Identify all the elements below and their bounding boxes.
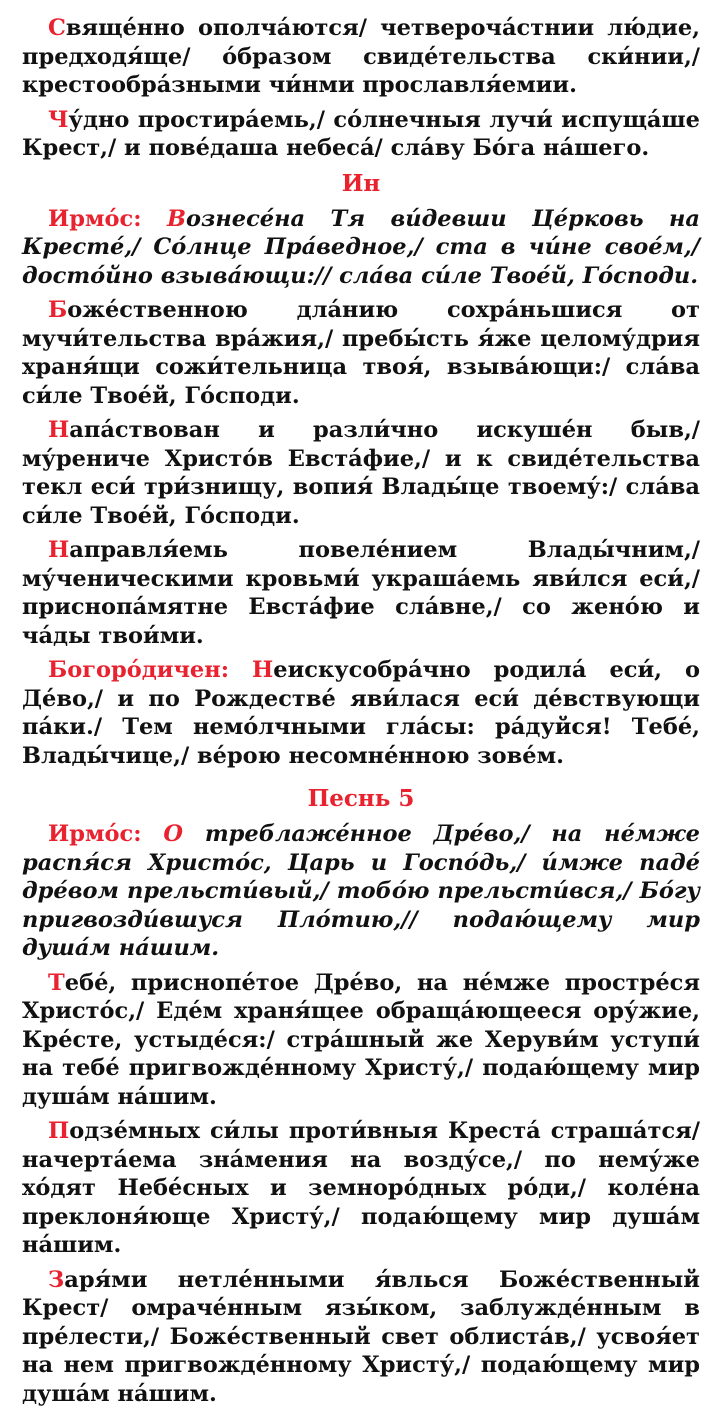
verse-text: оже́ственною дла́нию сохра́ньшися от мучи́тельства вра́жия,/ пребы́сть я́же целому́дрия храня́щи сожи́тельница твоя́, взыва́ющи:/ сла́ва си́ле Твое́й, Го́споди. bbox=[22, 297, 700, 409]
verse-initial: Т bbox=[48, 970, 65, 996]
verse-text: вяще́нно ополча́ются/ четвероча́стнии лю́дие, предходя́ще/ о́бразом свиде́тельства ски́нии,/ крестообра́зными чи́нми прославля́емии. bbox=[22, 15, 700, 98]
verse-text: у́дно простира́емь,/ со́лнечныя лучи́ испуща́ше Крест,/ и пове́даша небеса́/ сла́ву Бо́га на́шего. bbox=[22, 107, 700, 162]
verse-2 bbox=[22, 106, 700, 163]
verse-6 bbox=[22, 969, 700, 1112]
irmos-label: Ирмо́с: bbox=[48, 821, 163, 847]
irmos-1 bbox=[22, 205, 700, 291]
verse-text: апа́ствован и разли́чно искуше́н быв,/ му́рениче Христо́в Евста́фие,/ и к свиде́тельства текл еси́ три́знищу, вопия́ Влады́це твоему́:/ сла́ва си́ле Твое́й, Го́споди. bbox=[22, 417, 700, 529]
verse-initial: Б bbox=[48, 297, 67, 323]
verse-initial: Н bbox=[48, 417, 69, 443]
theotokion bbox=[22, 656, 700, 770]
verse-initial: С bbox=[48, 15, 66, 41]
irmos-text: треблаже́нное Дре́во,/ на не́мже распя́ся Христо́с, Царь и Госпо́дь,/ и́мже паде́ дре́вом прельсти́вый,/ тобо́ю прельсти́вся,/ Бо́гу пригвозди́вшуся Пло́тию,// подаю́щему мир душа́м на́шим. bbox=[22, 821, 700, 961]
irmos-2 bbox=[22, 820, 700, 963]
verse-8 bbox=[22, 1266, 700, 1408]
verse-text: аря́ми нетле́нными я́влься Боже́ственный Крест/ омраче́нным язы́ком, заблужде́нным в пре́лести,/ Боже́ственный свет облиста́в,/ усвоя́ет на нем пригвожде́нному Христу́,/ подаю́щему мир душа́м на́шим. bbox=[22, 1267, 700, 1407]
verse-4 bbox=[22, 416, 700, 530]
verse-initial: Н bbox=[48, 537, 69, 563]
heading-ode-5: Песнь 5 bbox=[22, 784, 700, 814]
irmos-initial: О bbox=[163, 821, 183, 847]
verse-initial: З bbox=[48, 1267, 64, 1293]
theotokion-text: еискусобра́чно родила́ еси́, о Де́во,/ и по Рождестве́ яви́лася еси́ де́вствующи па́ки./ Тем немо́лчными гла́сы: ра́дуйся! Тебе́, Влады́чице,/ ве́рою несомне́нною зове́м. bbox=[22, 657, 700, 769]
verse-3 bbox=[22, 296, 700, 410]
heading-in: Ин bbox=[22, 169, 700, 199]
verse-5 bbox=[22, 536, 700, 650]
irmos-label: Ирмо́с: bbox=[48, 206, 167, 232]
verse-text: одзе́мных си́лы проти́вныя Креста́ страша́тся/ начерта́ема зна́мения на возду́се,/ по нему́же хо́дят Небе́сных и земноро́дных ро́ди,/ коле́на преклоня́юще Христу́,/ подаю́щему мир душа́м на́шим. bbox=[22, 1118, 700, 1258]
verse-7 bbox=[22, 1117, 700, 1260]
theotokion-label: Богоро́дичен: bbox=[48, 657, 252, 683]
verse-1 bbox=[22, 14, 700, 100]
irmos-initial: В bbox=[167, 206, 186, 232]
verse-text: ебе́, приснопе́тое Дре́во, на не́мже простре́ся Христо́с,/ Еде́м храня́щее обраща́ющееся ору́жие, Кре́сте, устыде́ся:/ стра́шный же Херуви́м уступи́ на тебе́ пригвожде́нному Христу́,/ подаю́щему мир душа́м на́шим. bbox=[22, 970, 700, 1110]
verse-initial: П bbox=[48, 1118, 69, 1144]
verse-initial: Ч bbox=[48, 107, 69, 133]
verse-text: аправля́емь повеле́нием Влады́чним,/ му́ченическими кровьми́ украша́емь яви́лся еси́,/ приснопа́мятне Евста́фие сла́вне,/ со жено́ю и ча́ды твои́ми. bbox=[22, 537, 700, 649]
theotokion-initial: Н bbox=[252, 657, 273, 683]
irmos-text: ознесе́на Тя ви́девши Це́рковь на Кресте́,/ Со́лнце Пра́ведное,/ ста в чи́не свое́м,/ досто́йно взыва́ющи:// сла́ва си́ле Твое́й, Го́споди. bbox=[22, 206, 700, 289]
